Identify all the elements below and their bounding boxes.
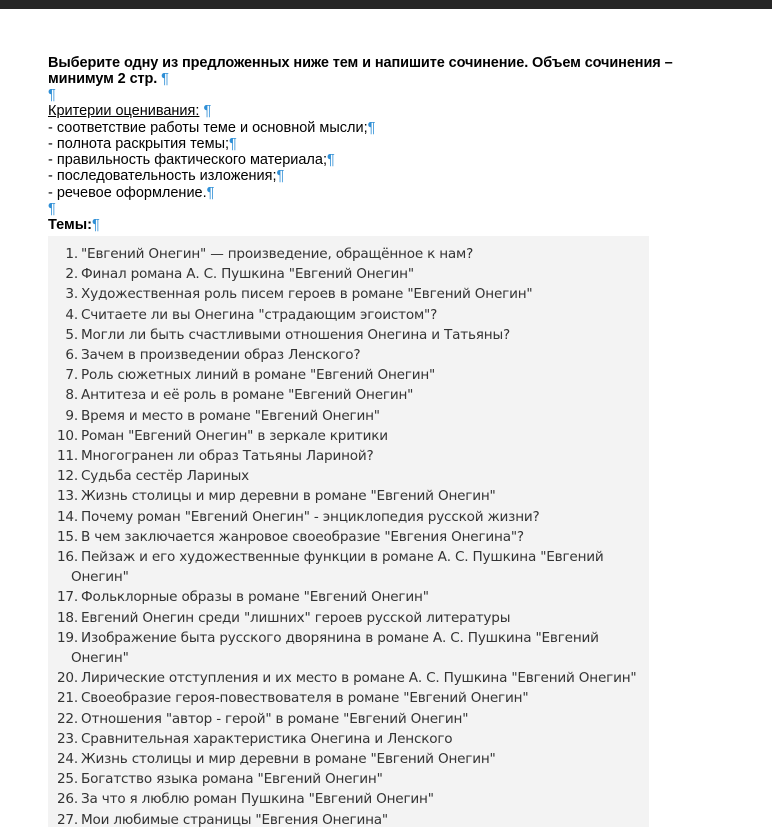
topic-text: Художественная роль писем героев в романе "Евгений Онегин" [81, 286, 533, 303]
topic-text: Мои любимые страницы "Евгения Онегина" [81, 811, 388, 827]
pilcrow-mark: ¶ [91, 217, 100, 234]
topic-number: 15. [56, 528, 78, 545]
topics-title: Темы: [48, 217, 92, 234]
topic-number: 17. [56, 589, 78, 606]
topic-text: Время и место в романе "Евгений Онегин" [81, 407, 380, 424]
criteria-item-text: - последовательность изложения; [48, 168, 277, 185]
criteria-item [48, 120, 688, 136]
topic-text: Сравнительная характеристика Онегина и Ленского [81, 730, 453, 747]
topic-item [48, 244, 649, 264]
criteria-item-text: - полнота раскрытия темы; [48, 135, 230, 152]
instruction-line-2: минимум 2 стр. [48, 71, 158, 87]
topic-text: Роман "Евгений Онегин" в зеркале критики [81, 427, 388, 444]
topic-number: 3. [65, 286, 78, 303]
topic-item [48, 365, 649, 385]
criteria-item [48, 185, 688, 201]
topic-text: Отношения "автор - герой" в романе "Евгений Онегин" [81, 710, 469, 727]
pilcrow-mark: ¶ [48, 201, 56, 218]
topic-number: 12. [56, 468, 78, 485]
topic-text: Зачем в произведении образ Ленского? [81, 347, 361, 364]
instruction-line-1: Выберите одну из предложенных ниже тем и напишите сочинение. Объем сочинения – [48, 55, 673, 71]
criteria-item-text: - речевое оформление. [48, 184, 207, 201]
topic-number: 11. [56, 448, 78, 465]
topic-text: Лирические отступления и их место в романе А. С. Пушкина "Евгений Онегин" [81, 670, 637, 687]
topic-item [48, 810, 649, 827]
topic-text: Считаете ли вы Онегина "страдающим эгоистом"? [81, 306, 438, 323]
topic-item [48, 608, 649, 628]
topic-item [48, 587, 649, 607]
topics-box [48, 236, 649, 827]
topic-item [48, 628, 649, 668]
pilcrow-mark: ¶ [203, 103, 212, 120]
topic-number: 14. [56, 508, 78, 525]
pilcrow-mark: ¶ [326, 152, 335, 169]
criteria-list [48, 120, 688, 201]
topic-text: Финал романа А. С. Пушкина "Евгений Онегин" [81, 266, 414, 283]
topic-text: Пейзаж и его художественные функции в романе А. С. Пушкина "Евгений [81, 549, 604, 566]
topic-number: 18. [56, 609, 78, 626]
criteria-item [48, 168, 688, 184]
topic-item [48, 446, 649, 466]
topic-text: Жизнь столицы и мир деревни в романе "Евгений Онегин" [81, 751, 496, 768]
topic-text: Изображение быта русского дворянина в романе А. С. Пушкина "Евгений [81, 629, 599, 646]
topic-number: 20. [56, 670, 78, 687]
topic-text: В чем заключается жанровое своеобразие "Евгения Онегина"? [81, 528, 524, 545]
document-page [48, 55, 688, 234]
topic-item [48, 749, 649, 769]
topic-item [48, 466, 649, 486]
topic-item [48, 668, 649, 688]
topic-item [48, 547, 649, 587]
assignment-instruction [48, 55, 688, 87]
window-top-bar [0, 0, 772, 9]
topic-number: 6. [65, 347, 78, 364]
criteria-item-text: - правильность фактического материала; [48, 152, 327, 169]
topic-number: 2. [65, 266, 78, 283]
topic-item [48, 385, 649, 405]
topic-number: 9. [65, 407, 78, 424]
topic-text: Антитеза и её роль в романе "Евгений Онегин" [81, 387, 414, 404]
topic-text-continuation: Онегин" [71, 650, 129, 667]
topic-text: Роль сюжетных линий в романе "Евгений Онегин" [81, 367, 436, 384]
topic-number: 10. [56, 427, 78, 444]
topic-item [48, 284, 649, 304]
topic-number: 5. [65, 326, 78, 343]
topic-number: 13. [56, 488, 78, 505]
pilcrow-mark: ¶ [206, 184, 215, 201]
topic-item [48, 345, 649, 365]
pilcrow-mark: ¶ [367, 119, 376, 136]
pilcrow-mark: ¶ [161, 71, 169, 87]
topic-number: 8. [65, 387, 78, 404]
topic-number: 1. [65, 246, 78, 262]
criteria-item-text: - соответствие работы теме и основной мысли; [48, 119, 368, 136]
topic-text: Жизнь столицы и мир деревни в романе "Евгений Онегин" [81, 488, 496, 505]
criteria-title: Критерии оценивания: [48, 103, 200, 120]
topic-text: Евгений Онегин среди "лишних" героев русской литературы [81, 609, 511, 626]
topic-number: 16. [56, 549, 78, 566]
pilcrow-mark: ¶ [229, 135, 237, 152]
topic-text: За что я люблю роман Пушкина "Евгений Онегин" [81, 791, 434, 808]
topic-item [48, 527, 649, 547]
topic-item [48, 426, 649, 446]
topic-text: Многогранен ли образ Татьяны Лариной? [81, 448, 374, 465]
topic-text: Почему роман "Евгений Онегин" - энциклопедия русской жизни? [81, 508, 540, 525]
topic-number: 22. [56, 710, 78, 727]
topic-item [48, 325, 649, 345]
topic-item [48, 264, 649, 284]
topic-item [48, 406, 649, 426]
topic-number: 19. [56, 629, 78, 646]
topic-number: 24. [56, 751, 78, 768]
pilcrow-mark: ¶ [276, 168, 285, 185]
topic-number: 7. [65, 367, 78, 384]
topic-text-continuation: Онегин" [71, 569, 129, 586]
criteria-item [48, 136, 688, 152]
topic-number: 25. [56, 771, 78, 788]
topic-item [48, 507, 649, 527]
criteria-item [48, 152, 688, 168]
topic-number: 23. [56, 730, 78, 747]
topic-number: 21. [56, 690, 78, 707]
topic-number: 26. [56, 791, 78, 808]
topic-text: Фольклорные образы в романе "Евгений Онегин" [81, 589, 429, 606]
topic-text: Судьба сестёр Лариных [81, 468, 250, 485]
topic-item [48, 709, 649, 729]
topic-number: 4. [65, 306, 78, 323]
topics-list [48, 236, 649, 827]
topic-text: Богатство языка романа "Евгений Онегин" [81, 771, 383, 788]
topic-number: 27. [56, 811, 78, 827]
topic-item [48, 688, 649, 708]
topic-text: Своеобразие героя-повествователя в романе "Евгений Онегин" [81, 690, 529, 707]
topic-item [48, 729, 649, 749]
pilcrow-mark: ¶ [48, 87, 56, 103]
topic-item [48, 486, 649, 506]
topic-item [48, 769, 649, 789]
topic-item [48, 305, 649, 325]
topic-text: "Евгений Онегин" — произведение, обращённое к нам? [81, 246, 474, 262]
topic-text: Могли ли быть счастливыми отношения Онегина и Татьяны? [81, 326, 511, 343]
topic-item [48, 789, 649, 809]
